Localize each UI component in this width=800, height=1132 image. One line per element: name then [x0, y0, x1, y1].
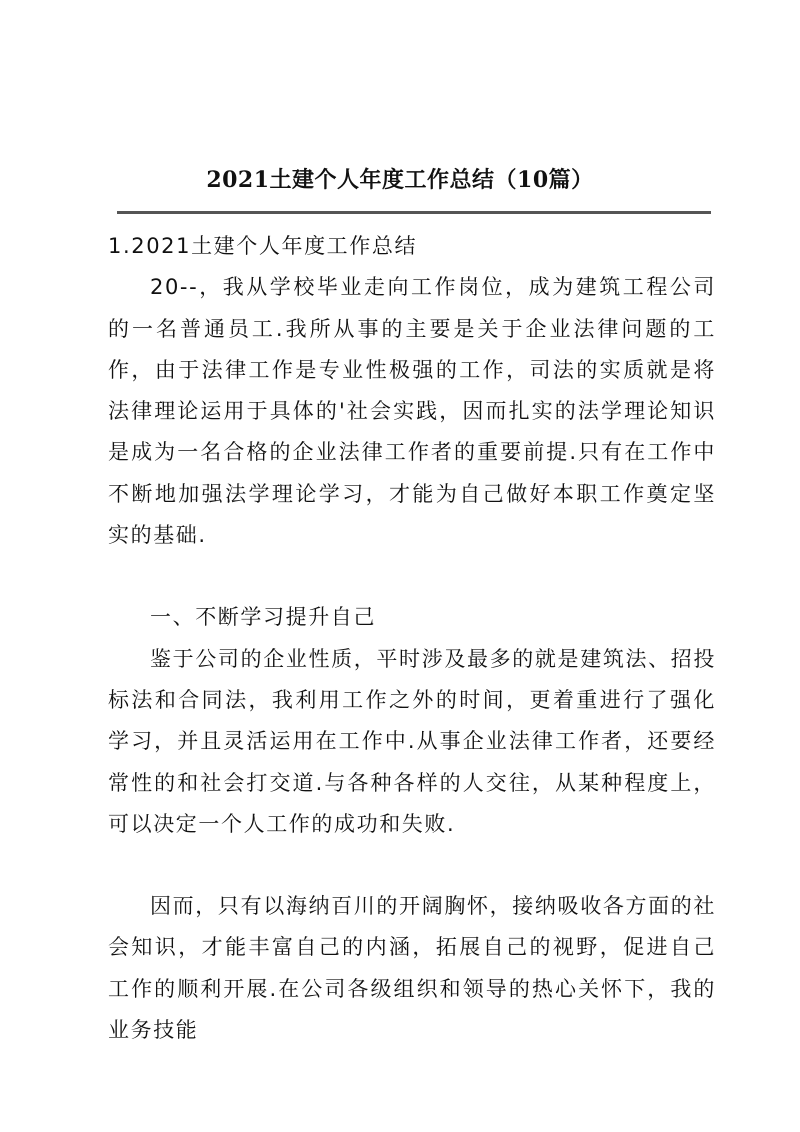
document-body — [108, 226, 716, 1051]
paragraph-intro: 20--，我从学校毕业走向工作岗位，成为建筑工程公司的一名普通员工.我所从事的主要是关于企业法律问题的工作，由于法律工作是专业性极强的工作，司法的实质就是将法律理论运用于具体的'社会实践，因而扎实的法学理论知识是成为一名合格的企业法律工作者的重要前提.只有在工作中不断地加强法学理论学习，才能为自己做好本职工作奠定坚实的基础. — [108, 275, 716, 548]
section-heading: 一、不断学习提升自己 — [150, 605, 376, 630]
title-divider — [117, 211, 711, 214]
document-title: 2021土建个人年度工作总结（10篇） — [206, 167, 594, 193]
paragraph-study: 鉴于公司的企业性质，平时涉及最多的就是建筑法、招投标法和合同法，我利用工作之外的时间，更着重进行了强化学习，并且灵活运用在工作中.从事企业法律工作者，还要经常性的和社会打交道.与各种各样的人交往，从某种程度上，可以决定一个人工作的成功和失败. — [108, 646, 716, 836]
paragraph-spacer — [108, 845, 716, 886]
article-heading: 1.2021土建个人年度工作总结 — [108, 234, 418, 258]
paragraph-spacer — [108, 556, 716, 597]
paragraph-social: 因而，只有以海纳百川的开阔胸怀，接纳吸收各方面的社会知识，才能丰富自己的内涵，拓展自己的视野，促进自己工作的顺利开展.在公司各级组织和领导的热心关怀下，我的业务技能 — [108, 894, 716, 1043]
